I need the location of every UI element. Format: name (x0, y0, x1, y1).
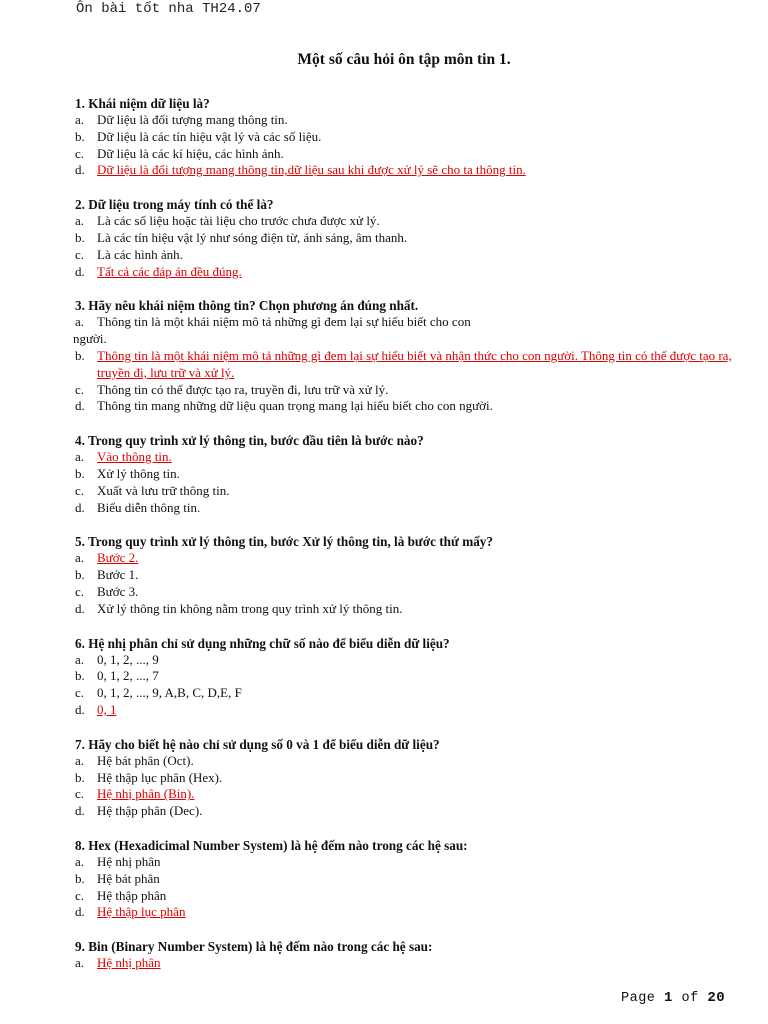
answer-option (75, 888, 740, 905)
question-3 (75, 297, 740, 415)
option-text: Bước 2. (97, 550, 139, 566)
answer-option (75, 668, 740, 685)
option-letter: c. (75, 482, 85, 498)
question-text: 9. Bin (Binary Number System) là hệ đếm nào trong các hệ sau: (75, 939, 433, 955)
answer-option (75, 314, 740, 331)
answer-option (75, 803, 740, 820)
answer-option (75, 854, 740, 871)
option-letter: a. (75, 449, 85, 465)
option-text: 0, 1, 2, ..., 7 (97, 668, 159, 684)
option-letter: b. (75, 347, 85, 363)
option-text: Xuất và lưu trữ thông tin. (97, 482, 230, 498)
option-letter: b. (75, 229, 85, 245)
option-text: Hệ nhị phân (97, 955, 161, 971)
option-letter: a. (75, 213, 85, 229)
answer-option-correct (75, 550, 740, 567)
option-letter: a. (75, 651, 85, 667)
answer-option-correct (75, 449, 740, 466)
option-letter: d. (75, 701, 85, 717)
option-letter: c. (75, 246, 85, 262)
option-letter: d. (75, 499, 85, 515)
answer-option-correct (75, 162, 740, 179)
header-note: Ôn bài tốt nha TH24.07 (76, 1, 261, 17)
option-text: Hệ nhị phân (97, 853, 161, 869)
question-text: 5. Trong quy trình xử lý thông tin, bước Xử lý thông tin, là bước thứ mấy? (75, 534, 493, 550)
answer-option (75, 112, 740, 129)
option-letter: a. (75, 550, 85, 566)
question-text: 2. Dữ liệu trong máy tính có thể là? (75, 197, 274, 213)
question-1 (75, 95, 740, 179)
question-7 (75, 736, 740, 820)
option-letter: a. (75, 955, 85, 971)
option-text: Hệ thập lục phân (97, 904, 186, 920)
answer-option (75, 247, 740, 264)
answer-option (75, 500, 740, 517)
question-text: 8. Hex (Hexadicimal Number System) là hệ đếm nào trong các hệ sau: (75, 837, 468, 853)
page-total: 20 (707, 990, 726, 1006)
of-label: of (681, 991, 699, 1006)
option-text: Hệ thập phân (97, 887, 167, 903)
answer-option-correct (75, 786, 740, 803)
option-letter: d. (75, 803, 85, 819)
option-text: Tất cả các đáp án đều đúng. (97, 263, 242, 279)
option-text: Là các hình ảnh. (97, 246, 183, 262)
option-letter: b. (75, 668, 85, 684)
question-2 (75, 196, 740, 280)
option-letter: c. (75, 685, 85, 701)
option-text: Hệ thập phân (Dec). (97, 803, 203, 819)
option-text: Là các tín hiệu vật lý như sóng điện từ, ánh sáng, âm thanh. (97, 229, 408, 245)
question-text: 3. Hãy nêu khái niệm thông tin? Chọn phương án đúng nhất. (75, 298, 419, 314)
page-number: 1 (664, 990, 673, 1006)
question-text: 4. Trong quy trình xử lý thông tin, bước đầu tiên là bước nào? (75, 433, 424, 449)
answer-option (75, 753, 740, 770)
question-text: 6. Hệ nhị phân chỉ sử dụng những chữ số nào để biểu diễn dữ liệu? (75, 635, 450, 651)
option-letter: d. (75, 263, 85, 279)
option-text: Dữ liệu là các kí hiệu, các hình ảnh. (97, 145, 284, 161)
answer-option-correct (75, 264, 740, 281)
option-letter: a. (75, 112, 85, 127)
option-letter: d. (75, 904, 85, 920)
option-text: Thông tin là một khái niệm mô tả những gì đem lại sự hiểu biết và nhận thức cho con người. Thông tin có thể được tạo ra, truyền đi, lưu trữ và xử lý. (97, 347, 732, 380)
option-letter: c. (75, 583, 85, 599)
question-text: 7. Hãy cho biết hệ nào chỉ sử dụng số 0 và 1 để biểu diễn dữ liệu? (75, 736, 440, 752)
option-text: 0, 1, 2, ..., 9 (97, 651, 159, 667)
option-text: Hệ bát phân (97, 870, 160, 886)
option-text: Thông tin mang những dữ liệu quan trọng mang lại hiểu biết cho con người. (97, 398, 493, 414)
answer-option (75, 382, 740, 399)
option-text: Hệ thập lục phân (Hex). (97, 769, 223, 785)
answer-option (75, 601, 740, 618)
answer-option-correct (75, 348, 740, 382)
option-letter: d. (75, 600, 85, 616)
question-6 (75, 635, 740, 719)
option-letter: c. (75, 786, 85, 802)
answer-option (75, 652, 740, 669)
option-letter: b. (75, 769, 85, 785)
option-text: 0, 1 (97, 701, 117, 717)
option-text: Dữ liệu là đối tượng mang thông tin,dữ liệu sau khi được xử lý sẽ cho ta thông tin. (97, 162, 526, 178)
option-text: Bước 3. (97, 583, 139, 599)
option-letter: d. (75, 398, 85, 414)
question-8 (75, 837, 740, 921)
answer-option (75, 584, 740, 601)
question-text: 1. Khái niệm dữ liệu là? (75, 96, 210, 111)
question-4 (75, 432, 740, 516)
answer-option (75, 685, 740, 702)
option-text: Là các số liệu hoặc tài liệu cho trước chưa được xử lý. (97, 213, 380, 229)
option-letter: b. (75, 128, 85, 144)
option-letter: a. (75, 853, 85, 869)
option-letter: b. (75, 465, 85, 481)
option-text: Biểu diễn thông tin. (97, 499, 201, 515)
answer-option (75, 567, 740, 584)
option-text: Vào thông tin. (97, 449, 172, 465)
answer-option (75, 483, 740, 500)
answer-option (75, 398, 740, 415)
option-text: Thông tin có thể được tạo ra, truyền đi, lưu trữ và xử lý. (97, 381, 389, 397)
option-letter: a. (75, 314, 85, 330)
answer-option (75, 213, 740, 230)
option-text: Hệ nhị phân (Bin). (97, 786, 195, 802)
option-text: Dữ liệu là đối tượng mang thông tin. (97, 112, 288, 127)
document-title: Một số câu hỏi ôn tập môn tin 1. (297, 51, 511, 68)
option-letter: d. (75, 162, 85, 178)
option-letter: c. (75, 145, 85, 161)
option-text: 0, 1, 2, ..., 9, A,B, C, D,E, F (97, 685, 242, 701)
option-text: Xử lý thông tin không nằm trong quy trình xử lý thông tin. (97, 600, 403, 616)
answer-option (75, 129, 740, 146)
question-list (75, 95, 740, 989)
answer-option-correct (75, 955, 740, 972)
answer-option (75, 466, 740, 483)
answer-option (75, 146, 740, 163)
option-text: Thông tin là một khái niệm mô tả những gì đem lại sự hiểu biết cho con (97, 314, 471, 330)
option-letter: c. (75, 887, 85, 903)
answer-option (75, 871, 740, 888)
answer-option (75, 230, 740, 247)
answer-option-correct (75, 904, 740, 921)
answer-option-correct (75, 702, 740, 719)
answer-option (75, 770, 740, 787)
option-letter: b. (75, 870, 85, 886)
option-letter: c. (75, 381, 85, 397)
page-footer (621, 990, 725, 1006)
question-9 (75, 938, 740, 972)
page-label: Page (621, 991, 656, 1006)
option-text: Xử lý thông tin. (97, 465, 180, 481)
option-letter: a. (75, 752, 85, 768)
option-continuation: người. (73, 331, 107, 347)
option-text: Bước 1. (97, 567, 139, 583)
question-5 (75, 533, 740, 617)
option-text: Hệ bát phân (Oct). (97, 752, 194, 768)
option-letter: b. (75, 567, 85, 583)
option-text: Dữ liệu là các tín hiệu vật lý và các số liệu. (97, 128, 322, 144)
